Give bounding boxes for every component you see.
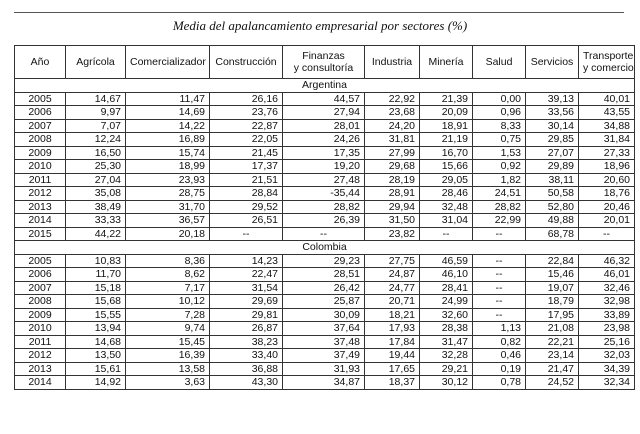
value-cell: 24,51 bbox=[473, 187, 526, 201]
value-cell: 23,14 bbox=[526, 349, 579, 363]
value-cell: 7,17 bbox=[126, 281, 210, 295]
value-cell: 12,24 bbox=[66, 133, 126, 147]
section-row bbox=[15, 79, 635, 93]
value-cell: 17,37 bbox=[210, 160, 283, 174]
header-servicios: Servicios bbox=[526, 46, 579, 79]
value-cell: 15,66 bbox=[420, 160, 473, 174]
value-cell: -- bbox=[579, 227, 635, 241]
value-cell: 20,18 bbox=[126, 227, 210, 241]
value-cell: 28,38 bbox=[420, 322, 473, 336]
table-row bbox=[15, 106, 635, 120]
value-cell: 28,91 bbox=[365, 187, 420, 201]
year-cell: 2010 bbox=[15, 160, 66, 174]
value-cell: 34,39 bbox=[579, 362, 635, 376]
table-row bbox=[15, 362, 635, 376]
value-cell: 11,47 bbox=[126, 92, 210, 106]
table-row bbox=[15, 349, 635, 363]
table-caption: Media del apalancamiento empresarial por sectores (%) bbox=[172, 18, 468, 33]
value-cell: 31,93 bbox=[283, 362, 365, 376]
value-cell: 21,19 bbox=[420, 133, 473, 147]
table-row bbox=[15, 92, 635, 106]
value-cell: 7,07 bbox=[66, 119, 126, 133]
value-cell: 68,78 bbox=[526, 227, 579, 241]
header-mineria: Minería bbox=[420, 46, 473, 79]
value-cell: 14,69 bbox=[126, 106, 210, 120]
value-cell: 8,36 bbox=[126, 254, 210, 268]
year-cell: 2015 bbox=[15, 227, 66, 241]
year-cell: 2009 bbox=[15, 308, 66, 322]
value-cell: 32,48 bbox=[420, 200, 473, 214]
value-cell: 20,09 bbox=[420, 106, 473, 120]
value-cell: 8,33 bbox=[473, 119, 526, 133]
value-cell: 0,19 bbox=[473, 362, 526, 376]
value-cell: 22,84 bbox=[526, 254, 579, 268]
table-row bbox=[15, 376, 635, 390]
value-cell: 22,99 bbox=[473, 214, 526, 228]
value-cell: 44,57 bbox=[283, 92, 365, 106]
value-cell: 17,84 bbox=[365, 335, 420, 349]
value-cell: 27,04 bbox=[66, 173, 126, 187]
value-cell: -- bbox=[210, 227, 283, 241]
value-cell: 28,82 bbox=[283, 200, 365, 214]
value-cell: 29,68 bbox=[365, 160, 420, 174]
value-cell: 32,03 bbox=[579, 349, 635, 363]
value-cell: 27,07 bbox=[526, 146, 579, 160]
year-cell: 2013 bbox=[15, 362, 66, 376]
value-cell: 33,56 bbox=[526, 106, 579, 120]
value-cell: 0,96 bbox=[473, 106, 526, 120]
value-cell: 29,21 bbox=[420, 362, 473, 376]
value-cell: 25,30 bbox=[66, 160, 126, 174]
value-cell: 29,52 bbox=[210, 200, 283, 214]
value-cell: 29,81 bbox=[210, 308, 283, 322]
value-cell: 24,99 bbox=[420, 295, 473, 309]
value-cell: 17,95 bbox=[526, 308, 579, 322]
value-cell: 34,87 bbox=[283, 376, 365, 390]
value-cell: 40,01 bbox=[579, 92, 635, 106]
value-cell: -- bbox=[473, 227, 526, 241]
value-cell: 35,08 bbox=[66, 187, 126, 201]
value-cell: 29,89 bbox=[526, 160, 579, 174]
value-cell: -- bbox=[473, 254, 526, 268]
value-cell: 0,78 bbox=[473, 376, 526, 390]
value-cell: 27,94 bbox=[283, 106, 365, 120]
value-cell: 52,80 bbox=[526, 200, 579, 214]
leverage-table bbox=[14, 45, 635, 390]
value-cell: 15,46 bbox=[526, 268, 579, 282]
value-cell: 33,89 bbox=[579, 308, 635, 322]
value-cell: 21,39 bbox=[420, 92, 473, 106]
value-cell: 29,23 bbox=[283, 254, 365, 268]
value-cell: 14,22 bbox=[126, 119, 210, 133]
header-finanzas-line2: y consultoría bbox=[293, 62, 354, 74]
value-cell: 44,22 bbox=[66, 227, 126, 241]
table-row bbox=[15, 322, 635, 336]
value-cell: 23,76 bbox=[210, 106, 283, 120]
value-cell: 0,75 bbox=[473, 133, 526, 147]
value-cell: 18,37 bbox=[365, 376, 420, 390]
value-cell: 15,45 bbox=[126, 335, 210, 349]
year-cell: 2010 bbox=[15, 322, 66, 336]
value-cell: 32,60 bbox=[420, 308, 473, 322]
value-cell: 15,68 bbox=[66, 295, 126, 309]
value-cell: 38,49 bbox=[66, 200, 126, 214]
value-cell: 27,99 bbox=[365, 146, 420, 160]
value-cell: 19,44 bbox=[365, 349, 420, 363]
value-cell: 13,50 bbox=[66, 349, 126, 363]
value-cell: 14,67 bbox=[66, 92, 126, 106]
value-cell: 29,69 bbox=[210, 295, 283, 309]
value-cell: 14,92 bbox=[66, 376, 126, 390]
value-cell: 29,05 bbox=[420, 173, 473, 187]
value-cell: 31,81 bbox=[365, 133, 420, 147]
value-cell: 13,58 bbox=[126, 362, 210, 376]
value-cell: 37,64 bbox=[283, 322, 365, 336]
value-cell: 23,82 bbox=[365, 227, 420, 241]
table-body bbox=[15, 79, 635, 390]
year-cell: 2011 bbox=[15, 335, 66, 349]
value-cell: 16,50 bbox=[66, 146, 126, 160]
value-cell: 23,93 bbox=[126, 173, 210, 187]
value-cell: 28,51 bbox=[283, 268, 365, 282]
value-cell: 15,18 bbox=[66, 281, 126, 295]
value-cell: -35,44 bbox=[283, 187, 365, 201]
year-cell: 2009 bbox=[15, 146, 66, 160]
value-cell: 9,74 bbox=[126, 322, 210, 336]
value-cell: 19,07 bbox=[526, 281, 579, 295]
value-cell: 33,33 bbox=[66, 214, 126, 228]
value-cell: 22,05 bbox=[210, 133, 283, 147]
value-cell: 18,96 bbox=[579, 160, 635, 174]
value-cell: 31,84 bbox=[579, 133, 635, 147]
table-row bbox=[15, 173, 635, 187]
value-cell: -- bbox=[473, 268, 526, 282]
value-cell: 38,23 bbox=[210, 335, 283, 349]
value-cell: 18,21 bbox=[365, 308, 420, 322]
value-cell: 27,33 bbox=[579, 146, 635, 160]
value-cell: 1,82 bbox=[473, 173, 526, 187]
value-cell: 27,48 bbox=[283, 173, 365, 187]
value-cell: 23,98 bbox=[579, 322, 635, 336]
year-cell: 2012 bbox=[15, 187, 66, 201]
table-row bbox=[15, 119, 635, 133]
value-cell: 28,41 bbox=[420, 281, 473, 295]
value-cell: 18,99 bbox=[126, 160, 210, 174]
value-cell: 16,70 bbox=[420, 146, 473, 160]
year-cell: 2012 bbox=[15, 349, 66, 363]
header-year: Año bbox=[15, 46, 66, 79]
value-cell: 10,12 bbox=[126, 295, 210, 309]
value-cell: 22,21 bbox=[526, 335, 579, 349]
value-cell: 20,01 bbox=[579, 214, 635, 228]
value-cell: 24,87 bbox=[365, 268, 420, 282]
value-cell: 30,09 bbox=[283, 308, 365, 322]
table-row bbox=[15, 295, 635, 309]
value-cell: 29,85 bbox=[526, 133, 579, 147]
header-industria: Industria bbox=[365, 46, 420, 79]
value-cell: 36,57 bbox=[126, 214, 210, 228]
value-cell: 37,48 bbox=[283, 335, 365, 349]
value-cell: 27,75 bbox=[365, 254, 420, 268]
value-cell: 46,59 bbox=[420, 254, 473, 268]
year-cell: 2005 bbox=[15, 254, 66, 268]
value-cell: 31,47 bbox=[420, 335, 473, 349]
value-cell: 1,13 bbox=[473, 322, 526, 336]
year-cell: 2007 bbox=[15, 281, 66, 295]
section-country: Argentina bbox=[15, 79, 635, 93]
header-construccion: Construcción bbox=[210, 46, 283, 79]
value-cell: 23,68 bbox=[365, 106, 420, 120]
value-cell: 28,01 bbox=[283, 119, 365, 133]
value-cell: 21,08 bbox=[526, 322, 579, 336]
value-cell: 26,87 bbox=[210, 322, 283, 336]
value-cell: 38,11 bbox=[526, 173, 579, 187]
value-cell: 31,50 bbox=[365, 214, 420, 228]
value-cell: 10,83 bbox=[66, 254, 126, 268]
value-cell: -- bbox=[283, 227, 365, 241]
value-cell: 46,10 bbox=[420, 268, 473, 282]
year-cell: 2014 bbox=[15, 376, 66, 390]
value-cell: 20,46 bbox=[579, 200, 635, 214]
value-cell: 24,77 bbox=[365, 281, 420, 295]
value-cell: 0,92 bbox=[473, 160, 526, 174]
header-salud: Salud bbox=[473, 46, 526, 79]
value-cell: 32,98 bbox=[579, 295, 635, 309]
value-cell: 24,52 bbox=[526, 376, 579, 390]
value-cell: 17,93 bbox=[365, 322, 420, 336]
value-cell: 22,87 bbox=[210, 119, 283, 133]
value-cell: 0,46 bbox=[473, 349, 526, 363]
value-cell: 36,88 bbox=[210, 362, 283, 376]
value-cell: 20,71 bbox=[365, 295, 420, 309]
value-cell: 14,68 bbox=[66, 335, 126, 349]
value-cell: 15,61 bbox=[66, 362, 126, 376]
value-cell: 24,20 bbox=[365, 119, 420, 133]
value-cell: 28,19 bbox=[365, 173, 420, 187]
year-cell: 2013 bbox=[15, 200, 66, 214]
value-cell: 19,20 bbox=[283, 160, 365, 174]
value-cell: 29,94 bbox=[365, 200, 420, 214]
value-cell: 14,23 bbox=[210, 254, 283, 268]
header-finanzas-line1: Finanzas bbox=[302, 50, 345, 62]
value-cell: 16,89 bbox=[126, 133, 210, 147]
value-cell: 26,42 bbox=[283, 281, 365, 295]
header-agricola: Agrícola bbox=[66, 46, 126, 79]
header-transporte-line1: Transporte bbox=[583, 50, 634, 62]
year-cell: 2005 bbox=[15, 92, 66, 106]
value-cell: 24,26 bbox=[283, 133, 365, 147]
value-cell: 43,55 bbox=[579, 106, 635, 120]
value-cell: 18,79 bbox=[526, 295, 579, 309]
value-cell: 46,32 bbox=[579, 254, 635, 268]
value-cell: 7,28 bbox=[126, 308, 210, 322]
header-comercializador: Comercializador bbox=[126, 46, 210, 79]
value-cell: 43,30 bbox=[210, 376, 283, 390]
value-cell: 9,97 bbox=[66, 106, 126, 120]
value-cell: 21,45 bbox=[210, 146, 283, 160]
table-row bbox=[15, 214, 635, 228]
header-transporte-line2: y comercio bbox=[583, 62, 634, 74]
year-cell: 2007 bbox=[15, 119, 66, 133]
year-cell: 2008 bbox=[15, 133, 66, 147]
value-cell: 1,53 bbox=[473, 146, 526, 160]
value-cell: 20,60 bbox=[579, 173, 635, 187]
header-transporte bbox=[579, 46, 635, 79]
value-cell: 30,14 bbox=[526, 119, 579, 133]
value-cell: 28,82 bbox=[473, 200, 526, 214]
table-row bbox=[15, 308, 635, 322]
value-cell: 28,46 bbox=[420, 187, 473, 201]
year-cell: 2011 bbox=[15, 173, 66, 187]
value-cell: 37,49 bbox=[283, 349, 365, 363]
table-row bbox=[15, 146, 635, 160]
value-cell: 22,47 bbox=[210, 268, 283, 282]
table-row bbox=[15, 227, 635, 241]
year-cell: 2008 bbox=[15, 295, 66, 309]
value-cell: 26,39 bbox=[283, 214, 365, 228]
value-cell: 17,35 bbox=[283, 146, 365, 160]
value-cell: 33,40 bbox=[210, 349, 283, 363]
value-cell: 22,92 bbox=[365, 92, 420, 106]
value-cell: 25,87 bbox=[283, 295, 365, 309]
header-finanzas bbox=[283, 46, 365, 79]
value-cell: 32,46 bbox=[579, 281, 635, 295]
table-row bbox=[15, 254, 635, 268]
table-row bbox=[15, 281, 635, 295]
value-cell: -- bbox=[473, 295, 526, 309]
value-cell: 16,39 bbox=[126, 349, 210, 363]
value-cell: 31,70 bbox=[126, 200, 210, 214]
value-cell: 50,58 bbox=[526, 187, 579, 201]
table-row bbox=[15, 133, 635, 147]
value-cell: 18,76 bbox=[579, 187, 635, 201]
value-cell: 49,88 bbox=[526, 214, 579, 228]
value-cell: 0,82 bbox=[473, 335, 526, 349]
section-country: Colombia bbox=[15, 241, 635, 255]
value-cell: -- bbox=[420, 227, 473, 241]
value-cell: 25,16 bbox=[579, 335, 635, 349]
value-cell: 46,01 bbox=[579, 268, 635, 282]
value-cell: 32,28 bbox=[420, 349, 473, 363]
value-cell: 8,62 bbox=[126, 268, 210, 282]
value-cell: 39,13 bbox=[526, 92, 579, 106]
year-cell: 2014 bbox=[15, 214, 66, 228]
value-cell: 11,70 bbox=[66, 268, 126, 282]
section-row bbox=[15, 241, 635, 255]
year-cell: 2006 bbox=[15, 268, 66, 282]
value-cell: 28,84 bbox=[210, 187, 283, 201]
value-cell: 21,51 bbox=[210, 173, 283, 187]
value-cell: 18,91 bbox=[420, 119, 473, 133]
value-cell: 3,63 bbox=[126, 376, 210, 390]
value-cell: 26,16 bbox=[210, 92, 283, 106]
table-row bbox=[15, 200, 635, 214]
value-cell: 31,04 bbox=[420, 214, 473, 228]
table-row bbox=[15, 268, 635, 282]
value-cell: 15,74 bbox=[126, 146, 210, 160]
value-cell: 31,54 bbox=[210, 281, 283, 295]
value-cell: 30,12 bbox=[420, 376, 473, 390]
value-cell: 28,75 bbox=[126, 187, 210, 201]
value-cell: 15,55 bbox=[66, 308, 126, 322]
value-cell: 26,51 bbox=[210, 214, 283, 228]
value-cell: 21,47 bbox=[526, 362, 579, 376]
value-cell: 32,34 bbox=[579, 376, 635, 390]
value-cell: 17,65 bbox=[365, 362, 420, 376]
year-cell: 2006 bbox=[15, 106, 66, 120]
table-row bbox=[15, 187, 635, 201]
header-row bbox=[15, 46, 635, 79]
table-row bbox=[15, 335, 635, 349]
table-row bbox=[15, 160, 635, 174]
value-cell: 13,94 bbox=[66, 322, 126, 336]
top-rule bbox=[14, 12, 624, 13]
value-cell: 34,88 bbox=[579, 119, 635, 133]
value-cell: 0,00 bbox=[473, 92, 526, 106]
value-cell: -- bbox=[473, 308, 526, 322]
value-cell: -- bbox=[473, 281, 526, 295]
